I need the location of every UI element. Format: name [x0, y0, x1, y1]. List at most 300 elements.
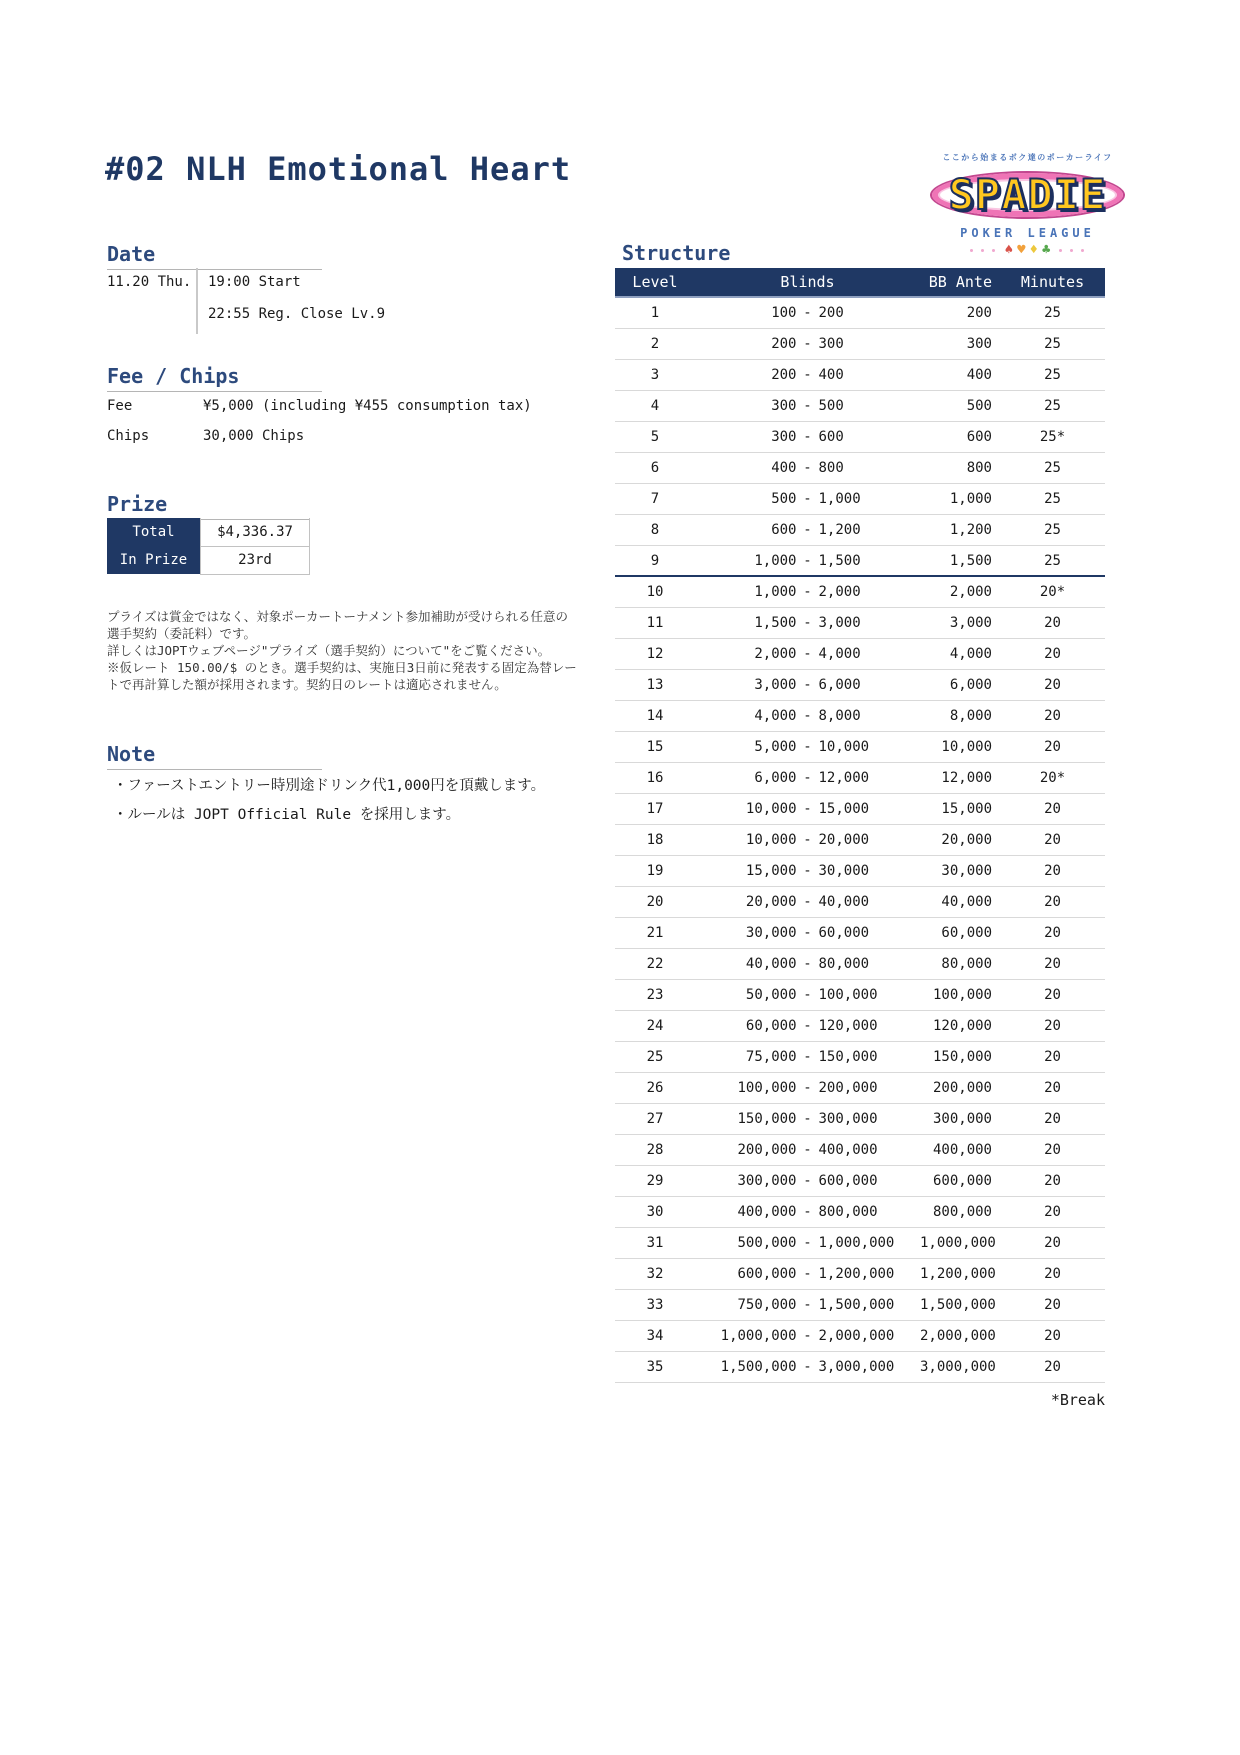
level-cell: 30 — [646, 1204, 664, 1220]
level-cell: 29 — [646, 1173, 664, 1189]
level-row — [615, 1197, 1105, 1228]
blinds-cell — [695, 1259, 920, 1289]
header-minutes: Minutes — [1020, 273, 1085, 291]
blinds-cell — [695, 577, 920, 607]
minutes-cell: 20* — [1039, 584, 1066, 600]
blinds-cell — [695, 1073, 920, 1103]
note-list — [113, 772, 545, 830]
page-title: #02 NLH Emotional Heart — [105, 150, 572, 188]
big-blind-value: 100,000 — [818, 987, 878, 1003]
ante-cell: 15,000 — [941, 801, 992, 817]
level-cell: 34 — [646, 1328, 664, 1344]
blinds-cell — [695, 794, 920, 824]
small-blind-value: 50,000 — [745, 987, 797, 1003]
ante-cell: 20,000 — [941, 832, 992, 848]
disclaimer-line: 選手契約（委託料）です。 — [107, 626, 257, 641]
logo-subtitle: POKER LEAGUE — [960, 226, 1095, 240]
level-row — [615, 1104, 1105, 1135]
structure-header-row — [615, 268, 1105, 298]
blinds-dash: - — [803, 1266, 812, 1282]
ante-cell: 1,500,000 — [920, 1297, 996, 1313]
suit-icon: ♠ — [1004, 242, 1014, 258]
level-row — [615, 701, 1105, 732]
prize-in-prize-label: In Prize — [107, 546, 200, 575]
blinds-cell — [695, 1135, 920, 1165]
blinds-dash: - — [803, 429, 812, 445]
level-cell: 33 — [646, 1297, 664, 1313]
blinds-cell — [695, 422, 920, 452]
level-cell: 20 — [646, 894, 664, 910]
big-blind-value: 200,000 — [818, 1080, 878, 1096]
level-cell: 25 — [646, 1049, 664, 1065]
small-blind-value: 600 — [771, 522, 797, 538]
small-blind-value: 200 — [771, 367, 797, 383]
level-row — [615, 887, 1105, 918]
level-cell: 31 — [646, 1235, 664, 1251]
blinds-cell — [695, 515, 920, 545]
ante-cell: 200 — [966, 305, 992, 321]
blinds-dash: - — [803, 1173, 812, 1189]
blinds-cell — [695, 546, 920, 576]
level-row — [615, 329, 1105, 360]
level-cell: 19 — [646, 863, 664, 879]
level-row — [615, 391, 1105, 422]
big-blind-value: 80,000 — [818, 956, 870, 972]
big-blind-value: 1,500 — [818, 553, 861, 569]
minutes-cell: 20 — [1044, 1049, 1061, 1065]
minutes-cell: 20 — [1044, 677, 1061, 693]
small-blind-value: 10,000 — [745, 832, 797, 848]
level-cell: 8 — [650, 522, 660, 538]
ante-cell: 200,000 — [932, 1080, 992, 1096]
big-blind-value: 400,000 — [818, 1142, 878, 1158]
big-blind-value: 15,000 — [818, 801, 870, 817]
suit-icons — [1003, 243, 1053, 257]
big-blind-value: 400 — [818, 367, 844, 383]
level-row — [615, 949, 1105, 980]
small-blind-value: 30,000 — [745, 925, 797, 941]
minutes-cell: 20 — [1044, 1080, 1061, 1096]
small-blind-value: 150,000 — [737, 1111, 797, 1127]
header-blinds: Blinds — [780, 273, 835, 291]
suit-icon: ♥ — [1017, 242, 1026, 258]
prize-total-value: $4,336.37 — [200, 518, 310, 547]
small-blind-value: 10,000 — [745, 801, 797, 817]
ante-cell: 400 — [966, 367, 992, 383]
small-blind-value: 2,000 — [754, 646, 797, 662]
blinds-dash: - — [803, 1142, 812, 1158]
prize-total-label: Total — [107, 518, 200, 547]
minutes-cell: 20 — [1044, 1328, 1061, 1344]
level-cell: 24 — [646, 1018, 664, 1034]
blinds-dash: - — [803, 956, 812, 972]
big-blind-value: 300,000 — [818, 1111, 878, 1127]
blinds-dash: - — [803, 677, 812, 693]
blinds-dash: - — [803, 801, 812, 817]
small-blind-value: 300 — [771, 398, 797, 414]
level-cell: 3 — [650, 367, 660, 383]
small-blind-value: 3,000 — [754, 677, 797, 693]
fee-label: Fee — [107, 398, 133, 414]
blinds-cell — [695, 1104, 920, 1134]
big-blind-value: 6,000 — [818, 677, 861, 693]
level-cell: 16 — [646, 770, 664, 786]
level-cell: 7 — [650, 491, 660, 507]
small-blind-value: 40,000 — [745, 956, 797, 972]
small-blind-value: 20,000 — [745, 894, 797, 910]
minutes-cell: 20 — [1044, 832, 1061, 848]
ante-cell: 1,000 — [949, 491, 992, 507]
level-cell: 9 — [650, 553, 660, 569]
level-row — [615, 1073, 1105, 1104]
big-blind-value: 600 — [818, 429, 844, 445]
blinds-dash: - — [803, 1359, 812, 1375]
level-row — [615, 1135, 1105, 1166]
minutes-cell: 20 — [1044, 1204, 1061, 1220]
big-blind-value: 1,000 — [818, 491, 861, 507]
ante-cell: 6,000 — [949, 677, 992, 693]
minutes-cell: 25 — [1044, 367, 1061, 383]
date-day: 11.20 Thu. — [107, 274, 192, 290]
blinds-cell — [695, 701, 920, 731]
big-blind-value: 10,000 — [818, 739, 870, 755]
small-blind-value: 500,000 — [737, 1235, 797, 1251]
ante-cell: 30,000 — [941, 863, 992, 879]
big-blind-value: 300 — [818, 336, 844, 352]
small-blind-value: 1,000 — [754, 553, 797, 569]
big-blind-value: 20,000 — [818, 832, 870, 848]
big-blind-value: 500 — [818, 398, 844, 414]
disclaimer-line: トで再計算した額が採用されます。契約日のレートは適応されません。 — [107, 677, 507, 692]
ante-cell: 12,000 — [941, 770, 992, 786]
ante-cell: 300,000 — [932, 1111, 992, 1127]
level-row — [615, 1042, 1105, 1073]
prize-disclaimer — [107, 608, 587, 693]
blinds-dash: - — [803, 987, 812, 1003]
minutes-cell: 20 — [1044, 646, 1061, 662]
level-row — [615, 670, 1105, 701]
blinds-cell — [695, 1011, 920, 1041]
level-row — [615, 918, 1105, 949]
level-row — [615, 515, 1105, 546]
ante-cell: 1,200,000 — [920, 1266, 996, 1282]
big-blind-value: 60,000 — [818, 925, 870, 941]
blinds-cell — [695, 1321, 920, 1351]
big-blind-value: 1,200,000 — [818, 1266, 895, 1282]
ante-cell: 1,000,000 — [920, 1235, 996, 1251]
ante-cell: 60,000 — [941, 925, 992, 941]
minutes-cell: 25 — [1044, 398, 1061, 414]
blinds-cell — [695, 329, 920, 359]
blinds-dash: - — [803, 1328, 812, 1344]
minutes-cell: 20 — [1044, 1297, 1061, 1313]
disclaimer-line: 詳しくはJOPTウェブページ"プライズ（選手契約）について"をご覧ください。 — [107, 643, 551, 658]
minutes-cell: 25 — [1044, 305, 1061, 321]
ante-cell: 150,000 — [932, 1049, 992, 1065]
blinds-cell — [695, 608, 920, 638]
prize-in-prize-value: 23rd — [200, 546, 310, 575]
ante-cell: 800,000 — [932, 1204, 992, 1220]
blinds-cell — [695, 298, 920, 328]
blinds-dash: - — [803, 708, 812, 724]
level-row — [615, 608, 1105, 639]
big-blind-value: 2,000 — [818, 584, 861, 600]
blinds-dash: - — [803, 305, 812, 321]
date-heading: Date — [107, 242, 322, 270]
big-blind-value: 800,000 — [818, 1204, 878, 1220]
ante-cell: 300 — [966, 336, 992, 352]
blinds-cell — [695, 360, 920, 390]
level-cell: 10 — [646, 584, 664, 600]
level-cell: 11 — [646, 615, 664, 631]
big-blind-value: 150,000 — [818, 1049, 878, 1065]
big-blind-value: 1,200 — [818, 522, 861, 538]
blinds-cell — [695, 1352, 920, 1382]
big-blind-value: 30,000 — [818, 863, 870, 879]
prize-heading: Prize — [107, 492, 310, 520]
disclaimer-line: ※仮レート 150.00/$ のとき。選手契約は、実施日3日前に発表する固定為替レー — [107, 660, 577, 675]
blinds-cell — [695, 639, 920, 669]
big-blind-value: 12,000 — [818, 770, 870, 786]
ante-cell: 3,000 — [949, 615, 992, 631]
minutes-cell: 20 — [1044, 708, 1061, 724]
small-blind-value: 400,000 — [737, 1204, 797, 1220]
level-row — [615, 453, 1105, 484]
level-cell: 35 — [646, 1359, 664, 1375]
minutes-cell: 20* — [1039, 770, 1066, 786]
blinds-dash: - — [803, 460, 812, 476]
small-blind-value: 100 — [771, 305, 797, 321]
level-cell: 21 — [646, 925, 664, 941]
logo-suits-row — [930, 243, 1125, 257]
fee-chips-heading: Fee / Chips — [107, 364, 322, 392]
level-cell: 28 — [646, 1142, 664, 1158]
blinds-dash: - — [803, 336, 812, 352]
ante-cell: 10,000 — [941, 739, 992, 755]
blinds-dash: - — [803, 863, 812, 879]
level-cell: 17 — [646, 801, 664, 817]
blinds-cell — [695, 980, 920, 1010]
blinds-cell — [695, 391, 920, 421]
small-blind-value: 100,000 — [737, 1080, 797, 1096]
level-cell: 6 — [650, 460, 660, 476]
level-cell: 1 — [650, 305, 660, 321]
small-blind-value: 75,000 — [745, 1049, 797, 1065]
blinds-cell — [695, 732, 920, 762]
small-blind-value: 1,500,000 — [720, 1359, 797, 1375]
blinds-cell — [695, 949, 920, 979]
blinds-dash: - — [803, 1018, 812, 1034]
structure-heading: Structure — [622, 241, 731, 265]
blinds-dash: - — [803, 522, 812, 538]
level-row — [615, 577, 1105, 608]
fee-value: ¥5,000 (including ¥455 consumption tax) — [203, 398, 532, 414]
prize-table — [107, 518, 310, 574]
blinds-cell — [695, 856, 920, 886]
ante-cell: 1,500 — [949, 553, 992, 569]
ante-cell: 80,000 — [941, 956, 992, 972]
logo-tagline: ここから始まるボク達のポーカーライフ — [942, 153, 1113, 162]
ante-cell: 120,000 — [932, 1018, 992, 1034]
blinds-dash: - — [803, 615, 812, 631]
header-bb-ante: BB Ante — [928, 273, 992, 291]
structure-table — [615, 268, 1105, 1383]
level-cell: 26 — [646, 1080, 664, 1096]
blinds-dash: - — [803, 1204, 812, 1220]
level-row — [615, 980, 1105, 1011]
logo-mark — [930, 166, 1125, 224]
blinds-cell — [695, 1228, 920, 1258]
small-blind-value: 5,000 — [754, 739, 797, 755]
minutes-cell: 20 — [1044, 925, 1061, 941]
chips-value: 30,000 Chips — [203, 428, 305, 444]
ante-cell: 500 — [966, 398, 992, 414]
minutes-cell: 20 — [1044, 1111, 1061, 1127]
prize-row-in-prize — [107, 546, 310, 574]
minutes-cell: 20 — [1044, 615, 1061, 631]
level-cell: 4 — [650, 398, 660, 414]
big-blind-value: 3,000,000 — [818, 1359, 895, 1375]
level-row — [615, 1290, 1105, 1321]
level-row — [615, 1321, 1105, 1352]
ante-cell: 2,000,000 — [920, 1328, 996, 1344]
ante-cell: 800 — [966, 460, 992, 476]
ante-cell: 100,000 — [932, 987, 992, 1003]
minutes-cell: 25* — [1039, 429, 1066, 445]
chips-label: Chips — [107, 428, 150, 444]
big-blind-value: 800 — [818, 460, 844, 476]
level-row — [615, 825, 1105, 856]
disclaimer-line: プライズは賞金ではなく、対象ポーカートーナメント参加補助が受けられる任意の — [107, 609, 569, 624]
date-start-time: 19:00 Start — [208, 274, 301, 290]
level-cell: 18 — [646, 832, 664, 848]
small-blind-value: 1,000 — [754, 584, 797, 600]
small-blind-value: 1,500 — [754, 615, 797, 631]
minutes-cell: 20 — [1044, 1173, 1061, 1189]
break-footnote: *Break — [1050, 1391, 1105, 1409]
level-cell: 2 — [650, 336, 660, 352]
blinds-cell — [695, 918, 920, 948]
level-row — [615, 1352, 1105, 1383]
blinds-dash: - — [803, 1297, 812, 1313]
small-blind-value: 6,000 — [754, 770, 797, 786]
level-row — [615, 732, 1105, 763]
structure-table-body — [615, 298, 1105, 1383]
big-blind-value: 4,000 — [818, 646, 861, 662]
prize-row-total — [107, 518, 310, 546]
minutes-cell: 20 — [1044, 1359, 1061, 1375]
blinds-cell — [695, 887, 920, 917]
blinds-dash: - — [803, 1080, 812, 1096]
suit-icon: ♣ — [1041, 242, 1051, 258]
small-blind-value: 1,000,000 — [720, 1328, 797, 1344]
small-blind-value: 300 — [771, 429, 797, 445]
level-row — [615, 794, 1105, 825]
small-blind-value: 4,000 — [754, 708, 797, 724]
level-row — [615, 546, 1105, 577]
minutes-cell: 25 — [1044, 336, 1061, 352]
level-cell: 14 — [646, 708, 664, 724]
logo-wordmark: SPADIE — [948, 170, 1107, 219]
blinds-dash: - — [803, 1111, 812, 1127]
blinds-cell — [695, 670, 920, 700]
ante-cell: 600,000 — [932, 1173, 992, 1189]
ante-cell: 400,000 — [932, 1142, 992, 1158]
minutes-cell: 20 — [1044, 987, 1061, 1003]
small-blind-value: 600,000 — [737, 1266, 797, 1282]
header-level: Level — [632, 273, 678, 291]
minutes-cell: 25 — [1044, 553, 1061, 569]
level-cell: 27 — [646, 1111, 664, 1127]
blinds-dash: - — [803, 398, 812, 414]
decorative-dots — [1057, 249, 1087, 252]
ante-cell: 3,000,000 — [920, 1359, 996, 1375]
level-cell: 12 — [646, 646, 664, 662]
level-row — [615, 484, 1105, 515]
ante-cell: 2,000 — [949, 584, 992, 600]
blinds-cell — [695, 1166, 920, 1196]
blinds-cell — [695, 1042, 920, 1072]
note-heading: Note — [107, 742, 322, 770]
level-cell: 13 — [646, 677, 664, 693]
level-row — [615, 360, 1105, 391]
big-blind-value: 200 — [818, 305, 844, 321]
level-cell: 22 — [646, 956, 664, 972]
minutes-cell: 25 — [1044, 460, 1061, 476]
minutes-cell: 20 — [1044, 1018, 1061, 1034]
big-blind-value: 600,000 — [818, 1173, 878, 1189]
small-blind-value: 15,000 — [745, 863, 797, 879]
blinds-cell — [695, 763, 920, 793]
blinds-dash: - — [803, 770, 812, 786]
small-blind-value: 400 — [771, 460, 797, 476]
level-row — [615, 298, 1105, 329]
suit-icon: ♦ — [1029, 242, 1038, 258]
note-item: ・ファーストエントリー時別途ドリンク代1,000円を頂戴します。 — [113, 778, 546, 794]
ante-cell: 8,000 — [949, 708, 992, 724]
blinds-dash: - — [803, 491, 812, 507]
blinds-dash: - — [803, 646, 812, 662]
minutes-cell: 25 — [1044, 491, 1061, 507]
minutes-cell: 20 — [1044, 801, 1061, 817]
small-blind-value: 200 — [771, 336, 797, 352]
blinds-dash: - — [803, 894, 812, 910]
date-reg-close: 22:55 Reg. Close Lv.9 — [208, 306, 386, 322]
ante-cell: 600 — [966, 429, 992, 445]
big-blind-value: 8,000 — [818, 708, 861, 724]
big-blind-value: 1,500,000 — [818, 1297, 895, 1313]
date-divider — [196, 268, 198, 334]
level-cell: 15 — [646, 739, 664, 755]
ante-cell: 4,000 — [949, 646, 992, 662]
blinds-cell — [695, 453, 920, 483]
blinds-cell — [695, 484, 920, 514]
blinds-dash: - — [803, 1049, 812, 1065]
spadie-logo — [930, 152, 1125, 257]
minutes-cell: 20 — [1044, 956, 1061, 972]
blinds-cell — [695, 1290, 920, 1320]
level-row — [615, 1259, 1105, 1290]
big-blind-value: 120,000 — [818, 1018, 878, 1034]
level-row — [615, 1228, 1105, 1259]
minutes-cell: 20 — [1044, 894, 1061, 910]
minutes-cell: 20 — [1044, 739, 1061, 755]
minutes-cell: 25 — [1044, 522, 1061, 538]
minutes-cell: 20 — [1044, 863, 1061, 879]
decorative-dots — [968, 249, 998, 252]
small-blind-value: 500 — [771, 491, 797, 507]
level-row — [615, 1166, 1105, 1197]
